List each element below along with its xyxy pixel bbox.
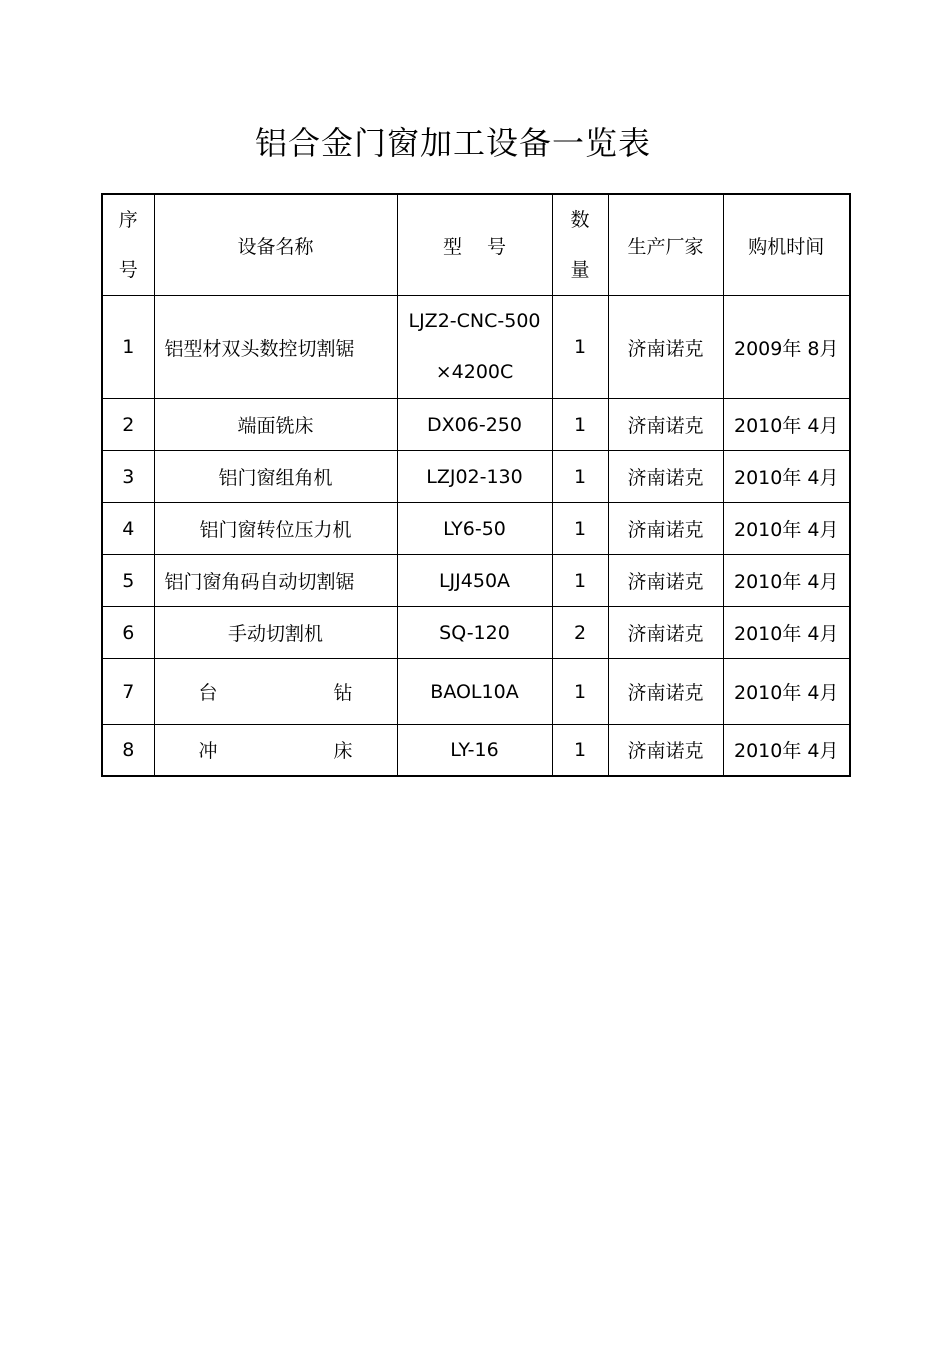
cell-model: LY-16 xyxy=(397,725,552,776)
header-model: 型 号 xyxy=(397,194,552,296)
table-row xyxy=(102,451,850,503)
table-row xyxy=(102,503,850,555)
cell-model-line-1: LJZ2-CNC-500 xyxy=(408,310,541,332)
cell-name xyxy=(154,725,397,776)
cell-name: 铝门窗角码自动切割锯 xyxy=(154,555,397,607)
cell-name: 端面铣床 xyxy=(154,399,397,451)
header-qty xyxy=(552,194,608,296)
cell-index: 6 xyxy=(102,607,154,659)
cell-maker: 济南诺克 xyxy=(608,607,723,659)
cell-date: 2010年 4月 xyxy=(723,555,850,607)
cell-qty: 1 xyxy=(552,659,608,725)
cell-qty: 1 xyxy=(552,399,608,451)
header-name: 设备名称 xyxy=(154,194,397,296)
cell-qty: 1 xyxy=(552,555,608,607)
header-maker: 生产厂家 xyxy=(608,194,723,296)
cell-maker: 济南诺克 xyxy=(608,659,723,725)
cell-index: 5 xyxy=(102,555,154,607)
table-row xyxy=(102,296,850,399)
cell-model: LY6-50 xyxy=(397,503,552,555)
header-qty-line-2: 量 xyxy=(570,259,590,281)
cell-index: 2 xyxy=(102,399,154,451)
cell-model xyxy=(397,296,552,399)
cell-name xyxy=(154,659,397,725)
cell-name-char-1: 冲 xyxy=(198,740,218,763)
cell-index: 7 xyxy=(102,659,154,725)
equipment-table xyxy=(101,193,851,777)
cell-qty: 2 xyxy=(552,607,608,659)
cell-name: 手动切割机 xyxy=(154,607,397,659)
cell-maker: 济南诺克 xyxy=(608,451,723,503)
cell-name: 铝门窗转位压力机 xyxy=(154,503,397,555)
cell-model: LJJ450A xyxy=(397,555,552,607)
table-row xyxy=(102,555,850,607)
cell-date: 2009年 8月 xyxy=(723,296,850,399)
cell-index: 1 xyxy=(102,296,154,399)
cell-name-char-2: 床 xyxy=(333,740,353,763)
cell-model: DX06-250 xyxy=(397,399,552,451)
header-index-line-1: 序 xyxy=(118,209,138,231)
table-row xyxy=(102,725,850,776)
cell-date: 2010年 4月 xyxy=(723,503,850,555)
cell-model-line-2: ×4200C xyxy=(435,361,514,383)
cell-date: 2010年 4月 xyxy=(723,399,850,451)
cell-model: BAOL10A xyxy=(397,659,552,725)
table-row xyxy=(102,399,850,451)
cell-maker: 济南诺克 xyxy=(608,725,723,776)
cell-name: 铝门窗组角机 xyxy=(154,451,397,503)
cell-date: 2010年 4月 xyxy=(723,659,850,725)
cell-index: 4 xyxy=(102,503,154,555)
cell-name-char-1: 台 xyxy=(198,682,218,704)
cell-name-spread xyxy=(198,736,352,763)
header-date: 购机时间 xyxy=(723,194,850,296)
cell-maker: 济南诺克 xyxy=(608,296,723,399)
header-qty-line-1: 数 xyxy=(570,209,590,231)
cell-qty: 1 xyxy=(552,451,608,503)
cell-index: 3 xyxy=(102,451,154,503)
table-row xyxy=(102,607,850,659)
cell-date: 2010年 4月 xyxy=(723,607,850,659)
header-index xyxy=(102,194,154,296)
cell-model: SQ-120 xyxy=(397,607,552,659)
cell-date: 2010年 4月 xyxy=(723,451,850,503)
cell-name-spread xyxy=(198,678,352,705)
cell-index: 8 xyxy=(102,725,154,776)
cell-maker: 济南诺克 xyxy=(608,399,723,451)
header-index-line-2: 号 xyxy=(118,259,138,281)
cell-qty: 1 xyxy=(552,503,608,555)
cell-qty: 1 xyxy=(552,725,608,776)
cell-model: LZJ02-130 xyxy=(397,451,552,503)
cell-qty: 1 xyxy=(552,296,608,399)
cell-maker: 济南诺克 xyxy=(608,555,723,607)
cell-name: 铝型材双头数控切割锯 xyxy=(154,296,397,399)
cell-name-char-2: 钻 xyxy=(333,682,353,704)
cell-maker: 济南诺克 xyxy=(608,503,723,555)
cell-date: 2010年 4月 xyxy=(723,725,850,776)
page-title: 铝合金门窗加工设备一览表 xyxy=(254,124,651,162)
table-row xyxy=(102,659,850,725)
table-header-row xyxy=(102,194,850,296)
